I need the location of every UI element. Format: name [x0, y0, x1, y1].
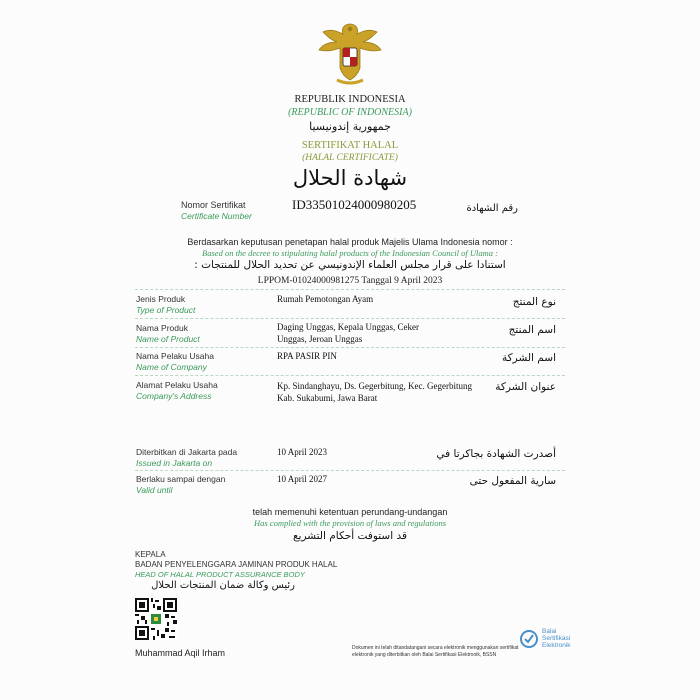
field-value-line2: Unggas, Jeroan Unggas [277, 334, 363, 344]
certificate-number-label: Nomor Sertifikat [181, 200, 246, 210]
field-label: Jenis Produk [136, 294, 186, 304]
decree-number: LPPOM-01024000981275 Tanggal 9 April 2023 [257, 276, 443, 286]
field-value: Daging Unggas, Kepala Unggas, Ceker [277, 322, 419, 332]
qr-code-icon [135, 598, 177, 640]
field-label-ar: اسم المنتج [508, 324, 556, 336]
country-name-en: (REPUBLIC OF INDONESIA) [288, 107, 412, 118]
field-label-ar: اسم الشركة [502, 352, 556, 364]
signatory-title-ar: رئيس وكالة ضمان المنتجات الحلال [151, 580, 295, 591]
field-label: Alamat Pelaku Usaha [136, 380, 218, 390]
signatory-title-en: HEAD OF HALAL PRODUCT ASSURANCE BODY [135, 570, 305, 579]
valid-label: Berlaku sampai dengan [136, 474, 226, 484]
issued-label-ar: أصدرت الشهادة بجاكرتا في [436, 448, 556, 460]
compliance-text: telah memenuhi ketentuan perundang-undangan [252, 507, 448, 517]
issued-date: 10 April 2023 [277, 447, 328, 457]
field-label-ar: عنوان الشركة [495, 381, 556, 393]
divider [135, 470, 565, 471]
field-label-en: Company's Address [136, 391, 212, 401]
decree-text-en: Based on the decree to stipulating halal products of the Indonesian Council of Ulama : [202, 248, 498, 258]
field-label-en: Name of Company [136, 362, 207, 372]
bsre-text-1: Balai [542, 628, 557, 635]
garuda-emblem-icon [315, 18, 385, 88]
decree-text-ar: استنادا على قرار مجلس العلماء الإندونيسي عن تحديد الحلال للمنتجات : [194, 259, 506, 271]
country-name-ar: جمهورية إندونيسيا [309, 120, 391, 133]
issued-label: Diterbitkan di Jakarta pada [136, 447, 238, 457]
footer-note-line2: elektronik yang diterbitkan oleh Balai Sertifikasi Elektronik, BSSN [352, 652, 497, 658]
divider [135, 347, 565, 348]
country-name: REPUBLIK INDONESIA [294, 94, 406, 105]
certificate-title: SERTIFIKAT HALAL [301, 140, 399, 151]
valid-label-ar: سارية المفعول حتى [469, 475, 556, 487]
divider [135, 375, 565, 376]
compliance-text-en: Has complied with the provision of laws and regulations [253, 518, 447, 528]
certificate-number-label-ar: رقم الشهادة [466, 203, 518, 214]
compliance-text-ar: قد استوفت أحكام التشريع [292, 530, 408, 542]
signatory-title-line2: BADAN PENYELENGGARA JAMINAN PRODUK HALAL [135, 560, 338, 569]
bsre-text-3: Elektronik [542, 642, 571, 649]
issued-label-en: Issued in Jakarta on [136, 458, 213, 468]
certificate-number-label-en: Certificate Number [181, 211, 252, 221]
field-label: Nama Pelaku Usaha [136, 351, 214, 361]
field-label-en: Name of Product [136, 334, 200, 344]
decree-text: Berdasarkan keputusan penetapan halal produk Majelis Ulama Indonesia nomor : [187, 237, 513, 247]
valid-date: 10 April 2027 [277, 474, 328, 484]
field-label: Nama Produk [136, 323, 188, 333]
footer-note: Dokumen ini telah ditandatangani secara elektronik menggunakan sertifikat [352, 645, 519, 651]
certificate-number: ID33501024000980205 [292, 197, 417, 212]
field-value-line2: Kab. Sukabumi, Jawa Barat [277, 393, 378, 403]
field-value: Kp. Sindanghayu, Ds. Gegerbitung, Kec. Gegerbitung [277, 381, 472, 391]
field-value: RPA PASIR PIN [277, 351, 337, 361]
bsre-logo-icon [519, 628, 539, 650]
valid-label-en: Valid until [136, 485, 173, 495]
divider [135, 318, 565, 319]
divider [135, 289, 565, 290]
signatory-name: Muhammad Aqil Irham [135, 648, 226, 658]
field-label-ar: نوع المنتج [512, 296, 556, 308]
certificate-title-ar: شهادة الحلال [292, 166, 408, 190]
field-value: Rumah Pemotongan Ayam [277, 294, 374, 304]
bsre-text-2: Sertifikasi [542, 635, 571, 642]
field-label-en: Type of Product [136, 305, 196, 315]
certificate-title-en: (HALAL CERTIFICATE) [302, 153, 398, 163]
signatory-title: KEPALA [135, 550, 166, 559]
